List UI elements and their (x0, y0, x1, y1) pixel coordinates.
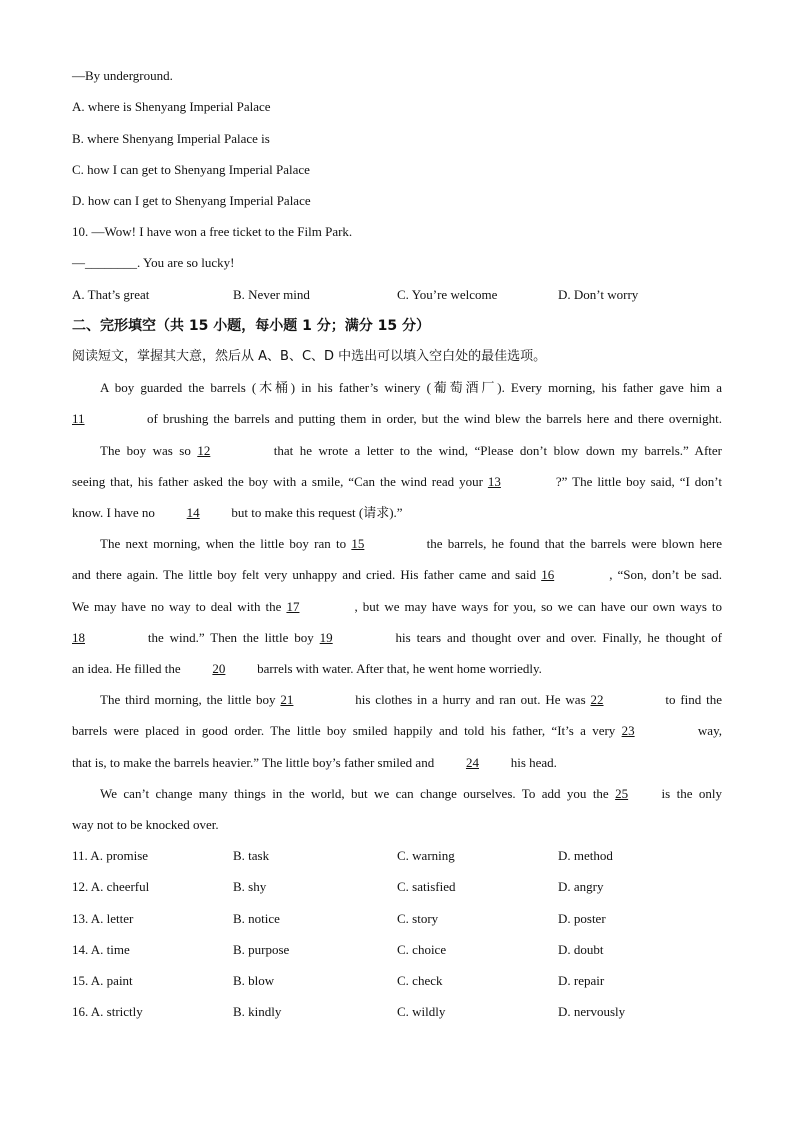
option-13a: 13. A. letter (72, 911, 134, 926)
passage-line-6: The next morning, when the little boy ran to 15 the barrels, he found that the barrels were blown here (100, 534, 722, 554)
option-16a: 16. A. strictly (72, 1004, 143, 1019)
option-11b: B. task (233, 848, 270, 863)
option-12a: 12. A. cheerful (72, 879, 150, 894)
option-11d: D. method (558, 848, 613, 863)
options-row-16 (72, 1002, 722, 1022)
options-row-15 (72, 971, 722, 991)
blank-12: 12 (197, 443, 211, 458)
blank-13: 13 (487, 474, 501, 489)
options-row-14 (72, 940, 722, 960)
passage-line-9: 18 the wind.” Then the little boy 19 his tears and thought over and over. Finally, he thought of (72, 628, 722, 648)
q9-option-a: A. where is Shenyang Imperial Palace (72, 99, 271, 114)
passage-line-13: that is, to make the barrels heavier.” The little boy’s father smiled and 24 his head. (72, 753, 722, 773)
blank-24: 24 (465, 755, 479, 770)
option-14b: B. purpose (233, 942, 290, 957)
q10-options (72, 285, 722, 305)
option-11c: C. warning (397, 848, 455, 863)
blank-14: 14 (186, 505, 200, 520)
option-15a: 15. A. paint (72, 973, 133, 988)
passage-line-3: The boy was so 12 that he wrote a letter to the wind, “Please don’t blow down my barrels.” After (100, 441, 722, 461)
option-16c: C. wildly (397, 1004, 446, 1019)
q10-option-d: D. Don’t worry (558, 287, 639, 302)
option-14a: 14. A. time (72, 942, 130, 957)
q10-option-b: B. Never mind (233, 287, 310, 302)
blank-18: 18 (72, 630, 85, 645)
option-14c: C. choice (397, 942, 447, 957)
passage-line-1: A boy guarded the barrels (木桶) in his father’s winery (葡萄酒厂). Every morning, his father gave him a (100, 380, 722, 395)
blank-23: 23 (621, 723, 635, 738)
option-15c: C. check (397, 973, 443, 988)
option-12b: B. shy (233, 879, 267, 894)
passage-line-15: way not to be knocked over. (72, 817, 219, 832)
option-14d: D. doubt (558, 942, 604, 957)
options-row-13 (72, 909, 722, 929)
q10-blank: ________ (85, 255, 137, 270)
passage-line-10: an idea. He filled the 20 barrels with water. After that, he went home worriedly. (72, 659, 722, 679)
options-row-12 (72, 877, 722, 897)
options-row-11 (72, 846, 722, 866)
passage-line-7: and there again. The little boy felt very unhappy and cried. His father came and said 16 , “Son, don’t be sad. (72, 565, 722, 585)
option-11a: 11. A. promise (72, 848, 149, 863)
passage-line-4: seeing that, his father asked the boy with a smile, “Can the wind read your 13 ?” The little boy said, “I don’t (72, 472, 722, 492)
passage-line-14: We can’t change many things in the world, but we can change ourselves. To add you the 25 is the only (100, 784, 722, 804)
option-13b: B. notice (233, 911, 280, 926)
option-13d: D. poster (558, 911, 606, 926)
q10-response: —________. You are so lucky! (72, 255, 235, 270)
option-15d: D. repair (558, 973, 605, 988)
option-16b: B. kindly (233, 1004, 282, 1019)
section-heading: 二、完形填空（共 15 小题，每小题 1 分；满分 15 分） (72, 318, 430, 334)
q9-answer: —By underground. (72, 68, 173, 83)
section-instructions: 阅读短文，掌握其大意，然后从 A、B、C、D 中选出可以填入空白处的最佳选项。 (72, 349, 547, 364)
option-16d: D. nervously (558, 1004, 626, 1019)
passage-line-8: We may have no way to deal with the 17 , but we may have ways for you, so we can have our own ways to (72, 597, 722, 617)
blank-22: 22 (590, 692, 604, 707)
passage-line-5: know. I have no 14 but to make this request (请求).” (72, 503, 722, 523)
passage-line-12: barrels were placed in good order. The little boy smiled happily and told his father, “It’s a very 23 way, (72, 721, 722, 741)
q10-option-c: C. You’re welcome (397, 287, 498, 302)
option-12c: C. satisfied (397, 879, 456, 894)
blank-16: 16 (541, 567, 555, 582)
option-13c: C. story (397, 911, 439, 926)
option-12d: D. angry (558, 879, 604, 894)
blank-15: 15 (351, 536, 365, 551)
q9-option-d: D. how can I get to Shenyang Imperial Palace (72, 193, 311, 208)
blank-19: 19 (319, 630, 333, 645)
blank-21: 21 (280, 692, 294, 707)
q10-stem: 10. —Wow! I have won a free ticket to the Film Park. (72, 224, 353, 239)
option-15b: B. blow (233, 973, 275, 988)
blank-20: 20 (212, 661, 226, 676)
q9-option-c: C. how I can get to Shenyang Imperial Palace (72, 162, 310, 177)
passage-line-2: 11 of brushing the barrels and putting them in order, but the wind blew the barrels here and there overnight. (72, 409, 722, 429)
q9-option-b: B. where Shenyang Imperial Palace is (72, 131, 270, 146)
passage-line-11: The third morning, the little boy 21 his clothes in a hurry and ran out. He was 22 to find the (100, 690, 722, 710)
blank-17: 17 (286, 599, 300, 614)
blank-11: 11 (72, 411, 85, 426)
q10-option-a: A. That’s great (72, 287, 150, 302)
blank-25: 25 (615, 786, 629, 801)
